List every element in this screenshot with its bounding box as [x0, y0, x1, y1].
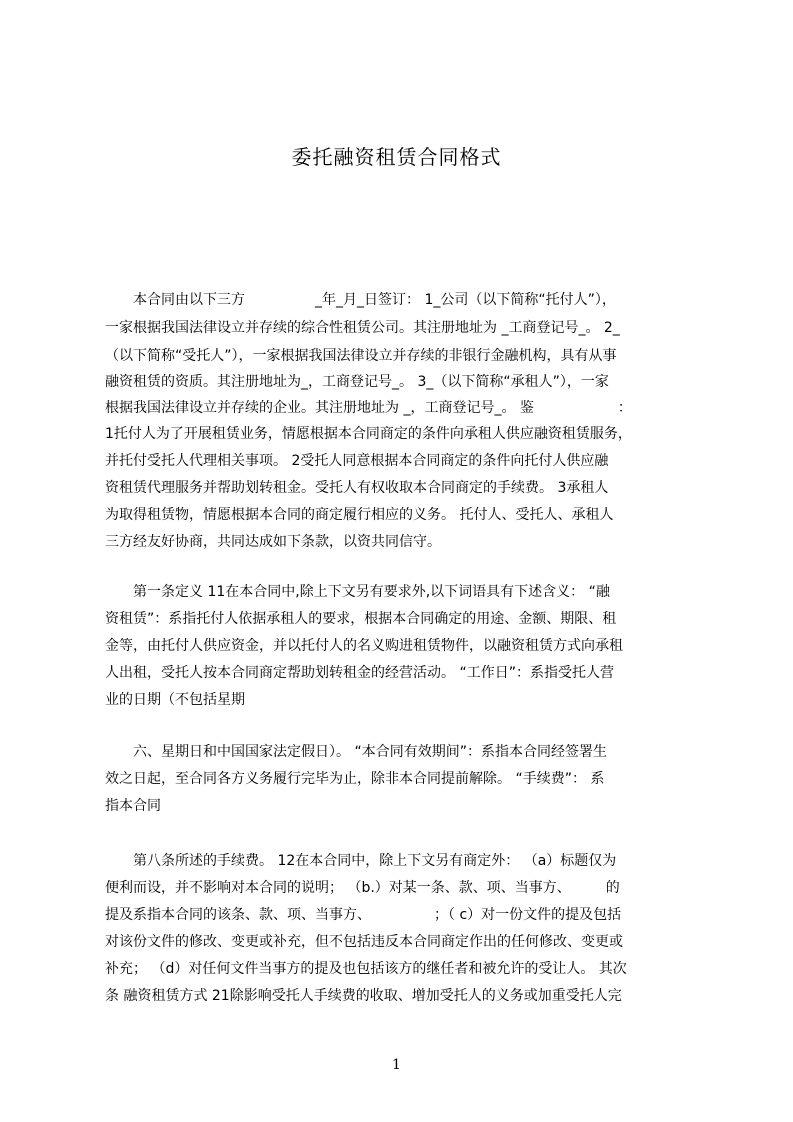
paragraph-4-line: 第八条所述的手续费。 12在本合同中，除上下文另有商定外： （a）标题仅为 [105, 853, 617, 869]
paragraph-1-line: 本合同由以下三方 _年_月_日签订： 1_公司（以下简称“托付人”）， [105, 292, 616, 308]
paragraph-3-line: 效之日起，至合同各方义务履行完毕为止，除非本合同提前解除。 “手续费”： 系 [105, 771, 605, 787]
paragraph-3-line: 指本合同 [105, 798, 161, 814]
paragraph-1-line: 并托付受托人代理相关事项。 2受托人同意根据本合同商定的条件向托付人供应融 [105, 453, 609, 469]
paragraph-2-line: 资租赁”：系指托付人依据承租人的要求，根据本合同确定的用途、金额、期限、租 [105, 611, 617, 627]
paragraph-4-line: 补充； （d）对任何文件当事方的提及也包括该方的继任者和被允许的受让人。 其次 [105, 961, 627, 977]
paragraph-4-line: 对该份文件的修改、变更或补充，但不包括违反本合同商定作出的任何修改、变更或 [105, 934, 623, 950]
paragraph-1-line: 一家根据我国法律设立并存续的综合性租赁公司。其注册地址为 _工商登记号_。 2_ [105, 320, 620, 336]
paragraph-2-line: 第一条定义 11在本合同中,除上下文另有要求外,以下词语具有下述含义： “融 [105, 584, 610, 600]
paragraph-4-line: 便利而设，并不影响对本合同的说明； （b.）对某一条、款、项、当事方、 的 [105, 880, 620, 896]
paragraph-1-line: 根据我国法律设立并存续的企业。其注册地址为 _，工商登记号_。 鉴 ： [105, 400, 632, 416]
paragraph-2-line: 金等，由托付人供应资金，并以托付人的名义购进租赁物件，以融资租赁方式向承租 [105, 638, 623, 654]
paragraph-2-line: 人出租，受托人按本合同商定帮助划转租金的经营活动。 “工作日”：系指受托人营 [105, 665, 614, 681]
paragraph-4-line: 条 融资租赁方式 21除影响受托人手续费的收取、增加受托人的义务或加重受托人完 [105, 988, 622, 1004]
paragraph-1-line: 融资租赁的资质。其注册地址为_，工商登记号_。 3_（以下简称“承租人”），一家 [105, 374, 609, 390]
paragraph-1-line: 1托付人为了开展租赁业务，情愿根据本合同商定的条件向承租人供应融资租赁服务， [105, 426, 632, 442]
paragraph-4-line: 提及系指本合同的该条、款、项、当事方、 ；（ c）对一份文件的提及包括 [105, 907, 622, 923]
paragraph-2-line: 业的日期（不包括星期 [105, 692, 245, 708]
paragraph-1-line: （以下简称“受托人”），一家根据我国法律设立并存续的非银行金融机构，具有从事 [105, 348, 617, 364]
document-title: 委托融资租赁合同格式 [291, 145, 502, 169]
paragraph-1-line: 资租赁代理服务并帮助划转租金。受托人有权收取本合同商定的手续费。 3承租人 [105, 480, 609, 496]
paragraph-1-line: 三方经友好协商，共同达成如下条款，以资共同信守。 [105, 534, 441, 550]
page-number: 1 [392, 1057, 401, 1073]
paragraph-1-line: 为取得租赁物，情愿根据本合同的商定履行相应的义务。 托付人、受托人、承租人 [105, 507, 614, 523]
paragraph-3-line: 六、星期日和中国国家法定假日）。 “本合同有效期间”：系指本合同经签署生 [105, 744, 607, 760]
